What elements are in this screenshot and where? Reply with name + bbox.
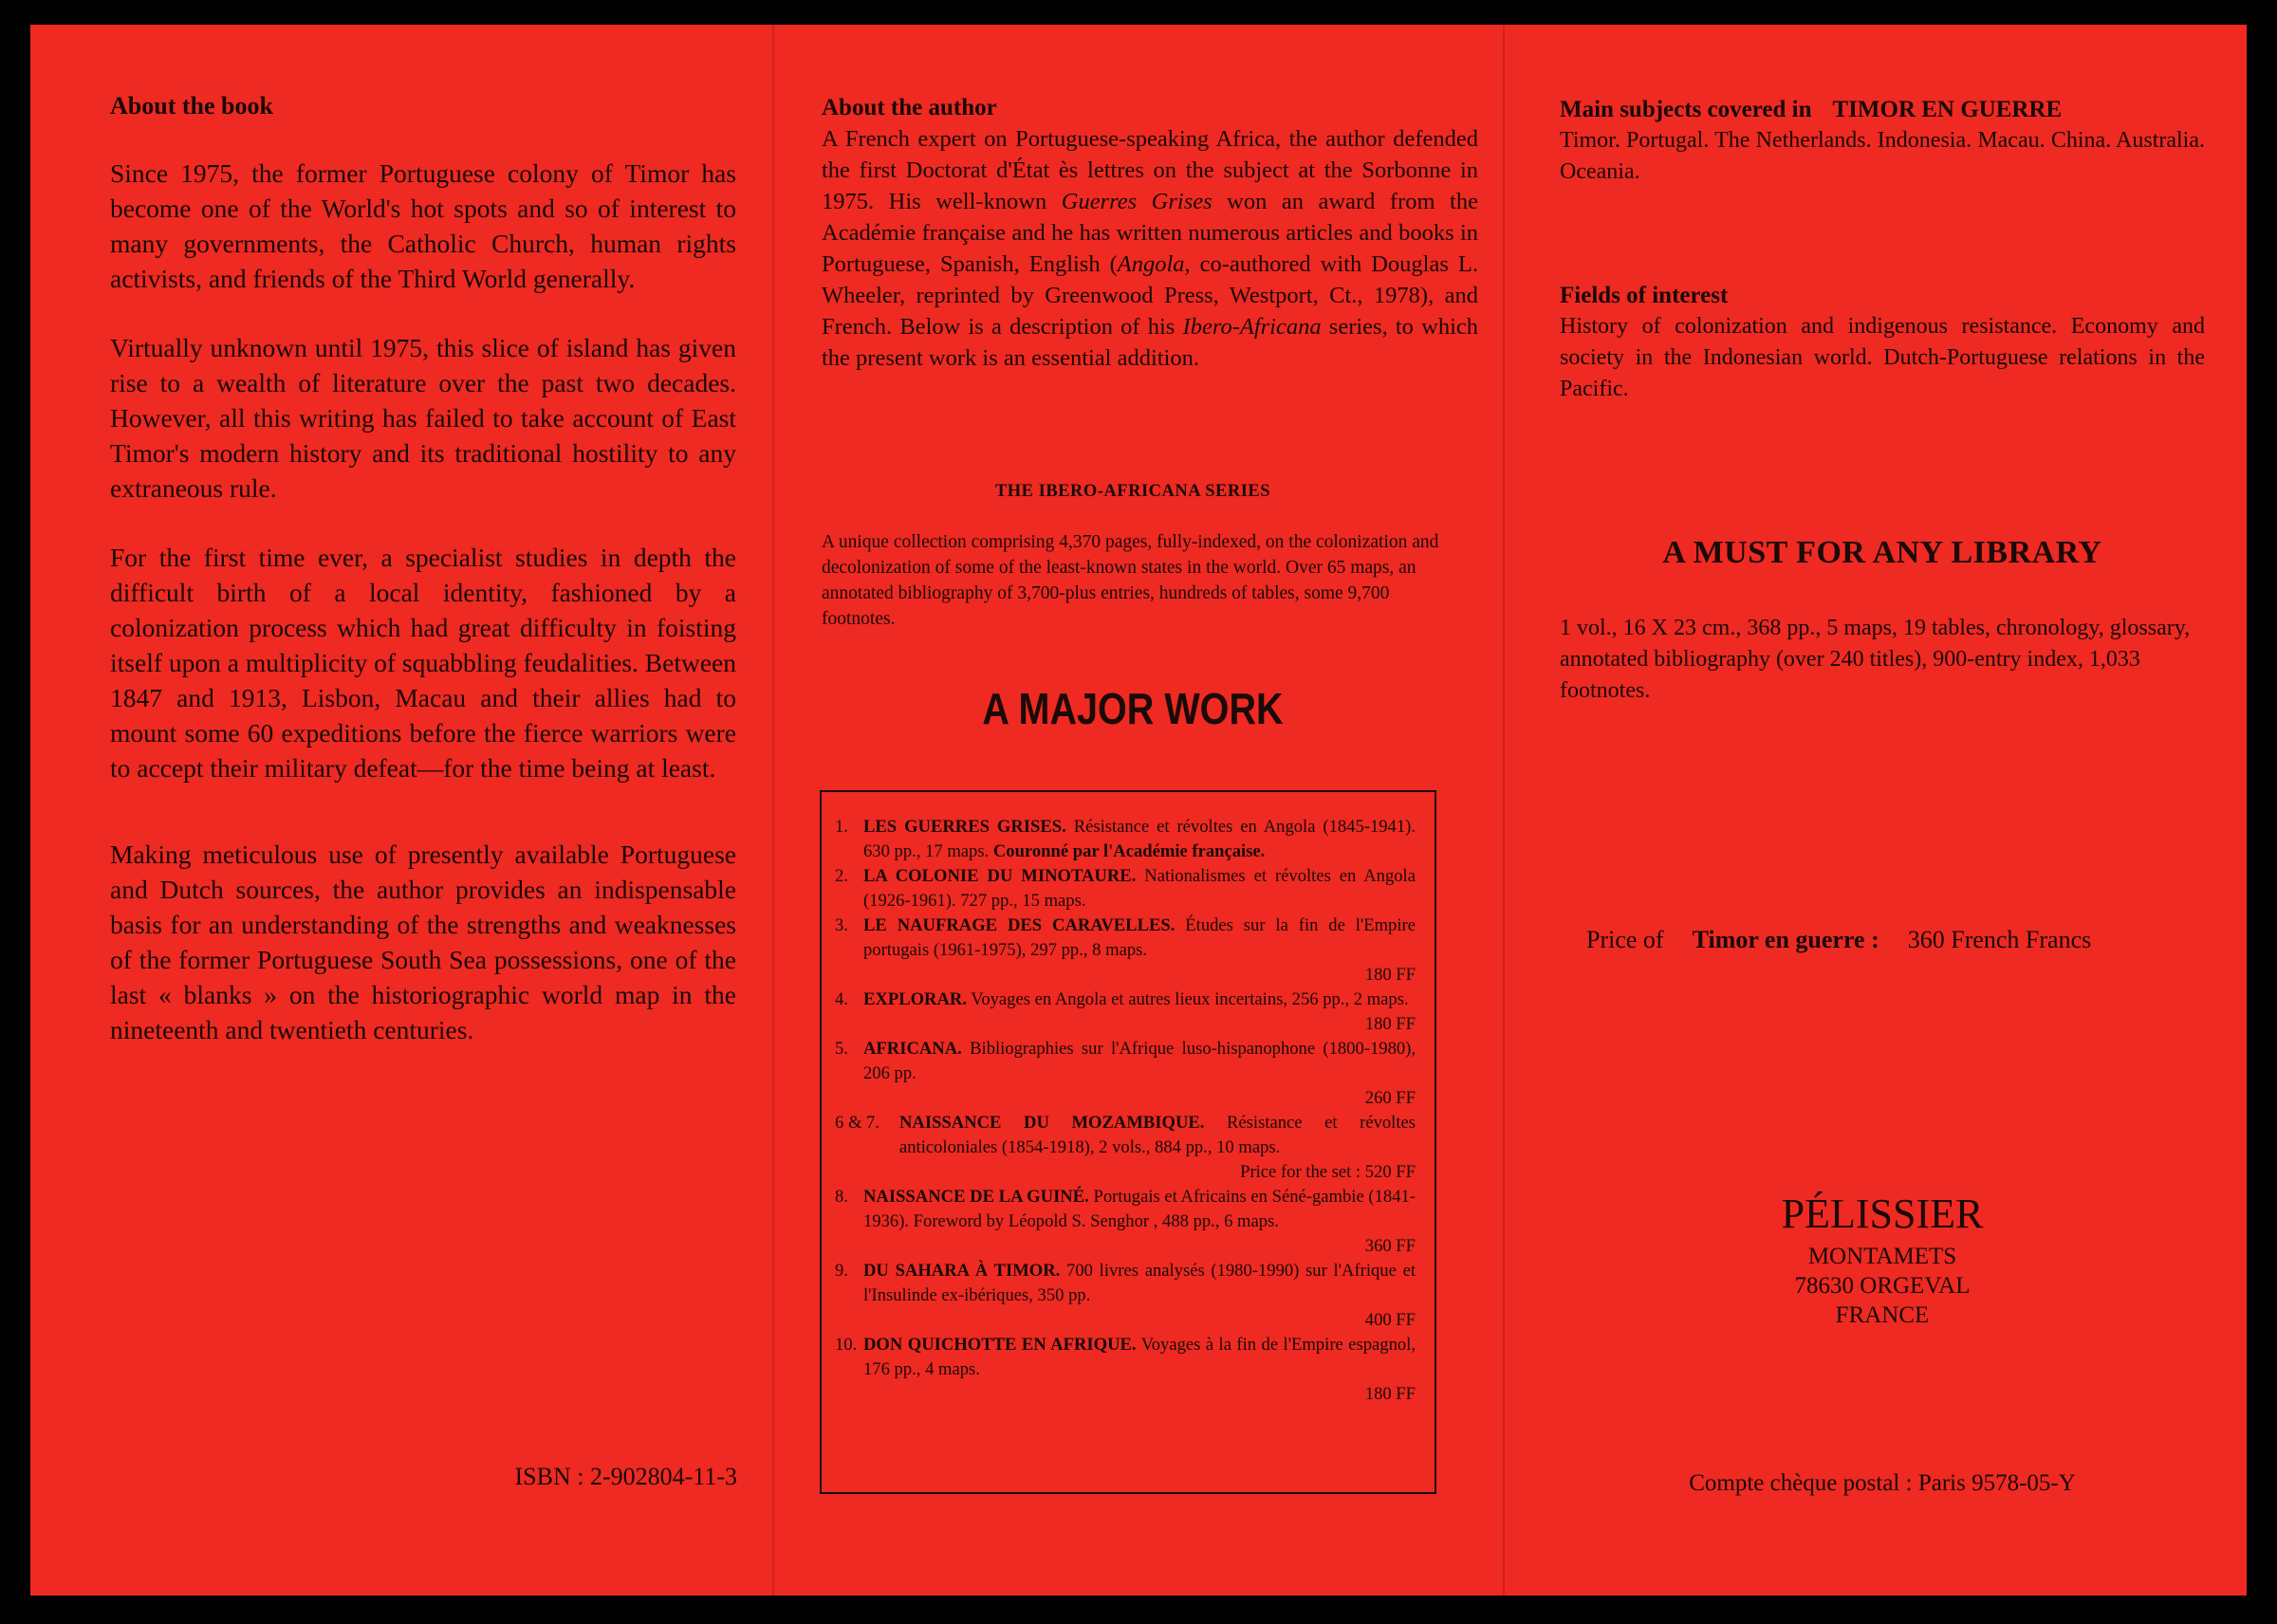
work-number: 3. (835, 915, 848, 935)
major-work-title: A MAJOR WORK (982, 684, 1284, 733)
work-number: 1. (835, 817, 848, 837)
work-title: EXPLORAR. (863, 989, 967, 1009)
book-specs: 1 vol., 16 X 23 cm., 368 pp., 5 maps, 19 tables, chronology, glossary, annotated bibliography (over 240 titles), 900-entry index, 1,033 footnotes. (1560, 616, 2191, 703)
work-description: Voyages en Angola et autres lieux incertains, 256 pp., 2 maps. (966, 989, 1409, 1009)
works-list-box (820, 790, 1436, 1494)
book-title: TIMOR EN GUERRE (1832, 97, 2063, 122)
publisher-block (1560, 1190, 2205, 1330)
work-number: 5. (835, 1039, 848, 1059)
panel-subjects (1560, 95, 2205, 188)
panel-fields (1560, 281, 2205, 405)
postal-account: Compte chèque postal : Paris 9578-05-Y (1689, 1470, 2076, 1496)
publisher-address-line: MONTAMETS (1807, 1244, 1957, 1269)
about-book-paragraph: Making meticulous use of presently available Portuguese and Dutch sources, the author provides an indispensable basis for an understanding of the strengths and weaknesses of the former Portuguese South Sea possessions, one of the last « blanks » on the historiographic world map in the nineteenth and twentieth centuries. (110, 840, 736, 1044)
work-title: DU SAHARA À TIMOR. (863, 1261, 1061, 1281)
work-item (835, 864, 1416, 914)
isbn: ISBN : 2-902804-11-3 (514, 1463, 737, 1490)
work-item (835, 1333, 1416, 1407)
work-price: Price for the set : 520 FF (1240, 1162, 1416, 1182)
work-item (835, 815, 1416, 864)
about-author-heading: About the author (822, 95, 997, 120)
work-price: 180 FF (1364, 1384, 1416, 1404)
work-number: 8. (835, 1187, 848, 1207)
work-title: NAISSANCE DU MOZAMBIQUE. (899, 1113, 1205, 1133)
publisher-address-line: FRANCE (1835, 1302, 1930, 1328)
works-list (835, 815, 1416, 1407)
work-title: AFRICANA. (863, 1039, 962, 1059)
price-book-title: Timor en guerre : (1692, 926, 1879, 953)
series-title: THE IBERO-AFRICANA SERIES (994, 482, 1271, 501)
work-description: Voyages à la fin de l'Empire espagnol, 176 pp., 4 maps. (863, 1335, 1416, 1379)
work-description: Portugais et Africains en Séné-gambie (1841-1936). Foreword by Léopold S. Senghor , 488 pp., 6 maps. (863, 1187, 1416, 1231)
work-title: NAISSANCE DE LA GUINÉ. (863, 1187, 1089, 1207)
work-item (835, 1259, 1416, 1333)
publisher-address-line: 78630 ORGEVAL (1794, 1273, 1971, 1299)
work-description: Nationalismes et révoltes en Angola (1926-1961). 727 pp., 15 maps. (863, 866, 1416, 911)
about-book-paragraph: Since 1975, the former Portuguese colony of Timor has become one of the World's hot spots and so of interest to many governments, the Catholic Church, human rights activists, and friends of the Third World generally. (110, 158, 736, 293)
work-description: Résistance et révoltes en Angola (1845-1941). 630 pp., 17 maps. (863, 817, 1416, 861)
price-label: Price of (1586, 926, 1664, 953)
work-description: Résistance et révoltes anticoloniales (1854-1918), 2 vols., 884 pp., 10 maps. (899, 1113, 1416, 1157)
publisher-name: PÉLISSIER (1781, 1190, 1984, 1237)
work-title: LES GUERRES GRISES. (863, 817, 1066, 837)
work-number: 6 & 7. (835, 1113, 880, 1133)
brochure-sheet (30, 25, 2247, 1596)
work-price: 400 FF (1364, 1310, 1416, 1330)
work-description: Bibliographies sur l'Afrique luso-hispanophone (1800-1980), 206 pp. (863, 1039, 1416, 1083)
fold-line-right (1503, 25, 1505, 1596)
about-book-paragraph: Virtually unknown until 1975, this slice of island has given rise to a wealth of literature over the past two decades. However, all this writing has failed to take account of East Timor's modern history and its traditional hostility to any extraneous rule. (110, 333, 736, 503)
work-description: 700 livres analysés (1980-1990) sur l'Afrique et l'Insulinde ex-ibériques, 350 pp. (863, 1261, 1416, 1305)
panel-about-book (110, 91, 736, 1047)
subjects-list: Timor. Portugal. The Netherlands. Indonesia. Macau. China. Australia. Oceania. (1560, 128, 2205, 184)
must-heading: A MUST FOR ANY LIBRARY (1662, 535, 2102, 570)
work-number: 4. (835, 989, 848, 1009)
work-title: DON QUICHOTTE EN AFRIQUE. (863, 1335, 1137, 1355)
fields-heading: Fields of interest (1560, 283, 1729, 308)
fold-line-left (772, 25, 774, 1596)
about-book-heading: About the book (110, 92, 273, 120)
work-title: LA COLONIE DU MINOTAURE. (863, 866, 1137, 886)
work-item (835, 1111, 1416, 1185)
work-item (835, 1037, 1416, 1111)
work-price: 180 FF (1364, 1014, 1416, 1034)
work-item (835, 987, 1416, 1037)
about-book-paragraph: For the first time ever, a specialist studies in depth the difficult birth of a local identity, fashioned by a colonization process which had great difficulty in foisting itself upon a multiplicity of squabbling feudalities. Between 1847 and 1913, Lisbon, Macau and their allies had to mount some 60 expeditions before the fierce warriors were to accept their military defeat—for the time being at least. (110, 543, 736, 783)
work-award: Couronné par l'Académie française. (992, 841, 1266, 861)
work-title: LE NAUFRAGE DES CARAVELLES. (863, 915, 1176, 935)
work-price: 360 FF (1364, 1236, 1416, 1256)
price-value: 360 French Francs (1907, 926, 2092, 953)
work-number: 10. (835, 1335, 858, 1355)
subjects-heading: Main subjects covered in TIMOR EN GUERRE (1560, 97, 2063, 122)
author-bio: A French expert on Portuguese-speaking Africa, the author defended the first Doctorat d'État ès lettres on the subject at the Sorbonne in 1975. His well-known Guerres Grises won an award from the Académie française and he has written numerous articles and books in Portuguese, Spanish, English (Angola, co-authored with Douglas L. Wheeler, reprinted by Greenwood Press, Westport, Ct., 1978), and French. Below is a description of his Ibero-Africana series, to which the present work is an essential addition. (822, 126, 1479, 371)
series-description: A unique collection comprising 4,370 pages, fully-indexed, on the colonization and decolonization of some of the least-known states in the world. Over 65 maps, an annotated bibliography of 3,700-plus entries, hundreds of tables, some 9,700 footnotes. (822, 532, 1439, 629)
work-price: 180 FF (1364, 965, 1416, 985)
work-description: Études sur la fin de l'Empire portugais (1961-1975), 297 pp., 8 maps. (863, 915, 1416, 960)
work-item (835, 1185, 1416, 1259)
panel-about-author (822, 93, 1478, 374)
work-item (835, 914, 1416, 987)
work-number: 9. (835, 1261, 848, 1281)
work-number: 2. (835, 866, 848, 886)
fields-text: History of colonization and indigenous resistance. Economy and society in the Indonesian world. Dutch-Portuguese relations in the Pacific. (1560, 314, 2205, 401)
work-price: 260 FF (1364, 1088, 1416, 1108)
price-line (1586, 926, 2194, 954)
